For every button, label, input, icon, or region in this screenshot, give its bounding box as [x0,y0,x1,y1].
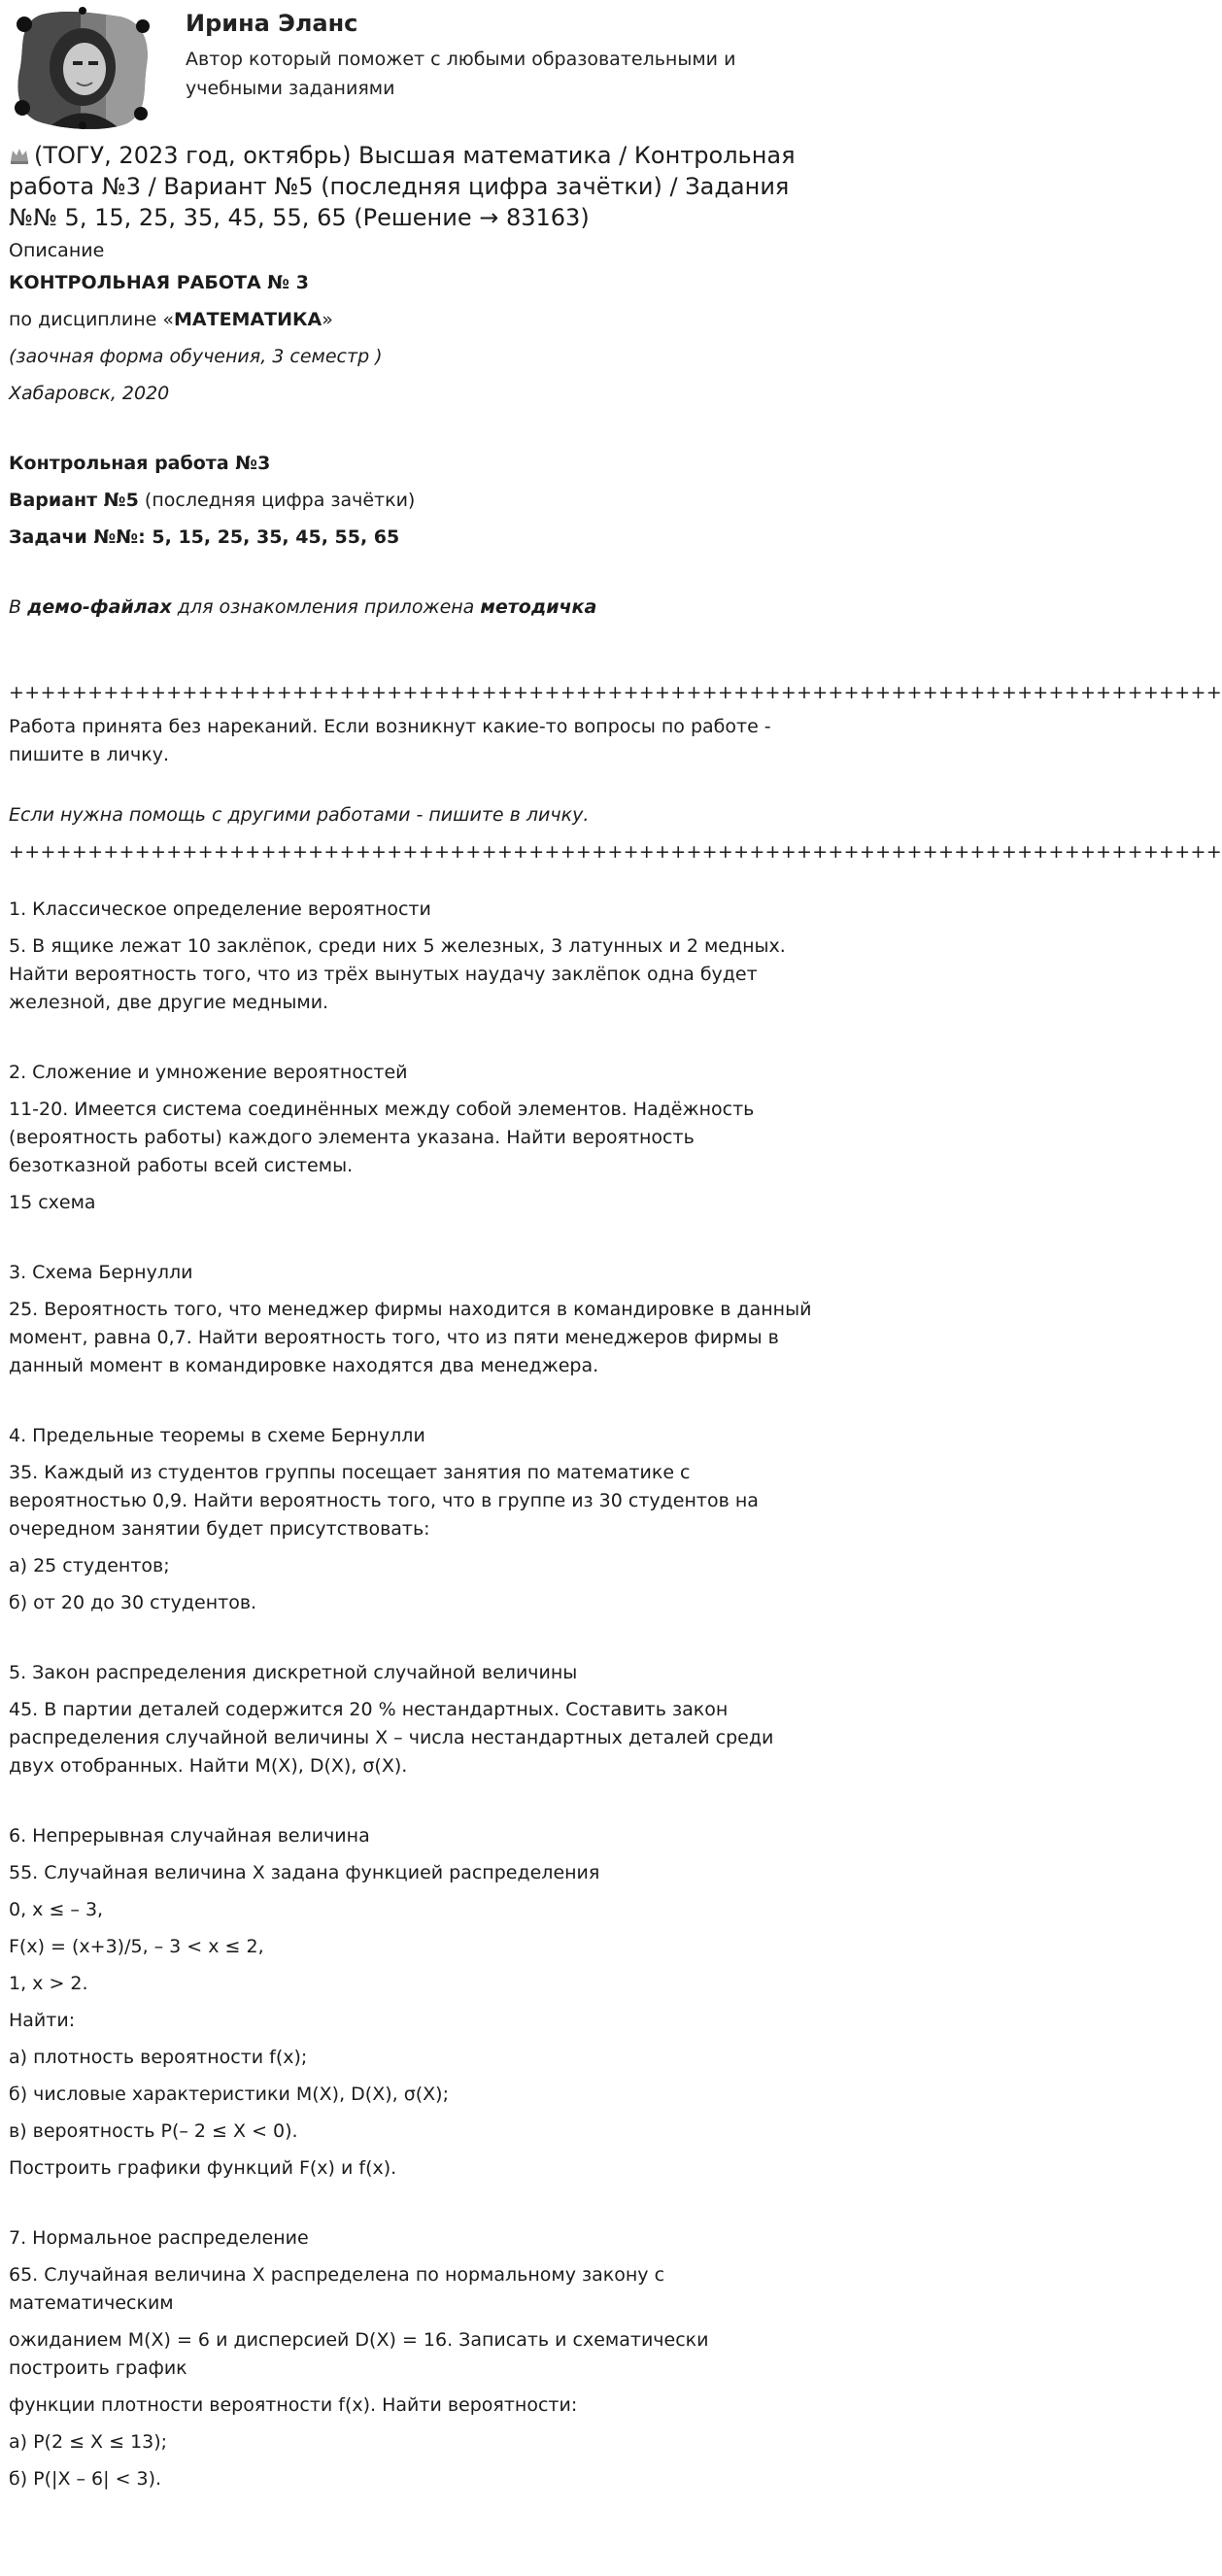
work-name: Контрольная работа №3 [9,453,271,474]
author-description: Автор который поможет с любыми образовательными и учебными заданиями [186,49,736,99]
avatar-image [13,7,153,130]
section-heading: 3. Схема Бернулли [9,1262,193,1283]
section-line: функции плотности вероятности f(x). Найти вероятности: [9,2394,578,2416]
section-7 [9,2224,814,2493]
section-3 [9,1259,814,1380]
author-avatar[interactable] [13,7,153,130]
accepted-note: Работа принята без нареканий. Если возникнут какие-то вопросы по работе - пишите в личку. [9,716,771,765]
section-line: 45. В партии деталей содержится 20 % нестандартных. Составить закон распределения случайной величины Х – числа нестандартных деталей среди двух отобранных. Найти M(X), D(X), σ(X). [9,1699,774,1777]
discipline-line: по дисциплине «МАТЕМАТИКА» [9,309,333,330]
section-heading: 7. Нормальное распределение [9,2227,309,2249]
crown-icon [9,146,30,165]
page-title [9,140,814,233]
section-6 [9,1822,814,2183]
section-line: 11-20. Имеется система соединённых между собой элементов. Надёжность (вероятность работы) каждого элемента указана. Найти вероятность безотказной работы всей системы. [9,1099,755,1176]
section-line: а) P(2 ≤ X ≤ 13); [9,2431,168,2453]
section-heading: 2. Сложение и умножение вероятностей [9,1062,408,1083]
section-5 [9,1659,814,1780]
section-line: б) числовые характеристики M(X), D(X), σ(X); [9,2084,449,2105]
section-1 [9,896,814,1017]
demo-note: В демо-файлах для ознакомления приложена методичка [9,596,597,618]
tasks-line: Задачи №№: 5, 15, 25, 35, 45, 55, 65 [9,526,400,548]
work-heading: КОНТРОЛЬНАЯ РАБОТА № 3 [9,272,309,293]
section-line: 5. В ящике лежат 10 заклёпок, среди них 5 железных, 3 латунных и 2 медных. Найти вероятность того, что из трёх вынутых наудачу заклёпок одна будет железной, две другие медными. [9,935,786,1013]
section-line: 55. Случайная величина Х задана функцией распределения [9,1862,600,1883]
section-line: 65. Случайная величина Х распределена по нормальному закону с математическим [9,2264,665,2314]
study-form: (заочная форма обучения, 3 семестр ) [9,346,383,367]
section-line: б) от 20 до 30 студентов. [9,1592,257,1613]
discipline-name: МАТЕМАТИКА [174,309,322,330]
section-heading: 4. Предельные теоремы в схеме Бернулли [9,1425,425,1446]
page-title-text: (ТОГУ, 2023 год, октябрь) Высшая математика / Контрольная работа №3 / Вариант №5 (последняя цифра зачётки) / Задания №№ 5, 15, 25, 35, 45, 55, 65 (Решение → 83163) [9,142,796,231]
author-header [9,0,814,140]
city-year: Хабаровск, 2020 [9,383,170,404]
section-heading: 6. Непрерывная случайная величина [9,1825,370,1847]
separator-line: +++++++++++++++++++++++++++++++++++++++++++++++++++++++++++++++++++++++++++++ [9,682,1222,703]
variant-line: Вариант №5 (последняя цифра зачётки) [9,490,416,511]
section-line: 35. Каждый из студентов группы посещает занятия по математике с вероятностью 0,9. Найти вероятность того, что в группе из 30 студентов на очередном занятии будет присутствовать: [9,1462,759,1540]
section-line: б) P(|X – 6| < 3). [9,2468,162,2490]
section-line: ожиданием M(X) = 6 и дисперсией D(X) = 16. Записать и схематически построить график [9,2329,709,2379]
section-heading: 5. Закон распределения дискретной случайной величины [9,1662,578,1683]
section-line: F(x) = (x+3)/5, – 3 < x ≤ 2, [9,1936,264,1957]
section-line: Построить графики функций F(x) и f(x). [9,2157,397,2179]
section-line: 15 схема [9,1192,96,1213]
section-line: 0, x ≤ – 3, [9,1899,104,1920]
help-note: Если нужна помощь с другими работами - пишите в личку. [9,804,590,826]
section-2 [9,1059,814,1217]
section-4 [9,1422,814,1617]
section-line: 25. Вероятность того, что менеджер фирмы находится в командировке в данный момент, равна 0,7. Найти вероятность того, что из пяти менеджеров фирмы в данный момент в командировке находятся два менеджера. [9,1299,812,1376]
section-heading: 1. Классическое определение вероятности [9,898,431,920]
section-line: в) вероятность P(– 2 ≤ X < 0). [9,2120,298,2142]
separator-line-2: +++++++++++++++++++++++++++++++++++++++++++++++++++++++++++++++++++++++++++++ [9,841,1222,863]
description-label: Описание [9,240,105,261]
section-line: 1, x > 2. [9,1973,88,1994]
author-name[interactable]: Ирина Эланс [186,10,358,37]
description-body [9,269,1222,2493]
section-line: а) плотность вероятности f(x); [9,2047,308,2068]
section-line: Найти: [9,2010,76,2031]
section-line: а) 25 студентов; [9,1555,170,1576]
